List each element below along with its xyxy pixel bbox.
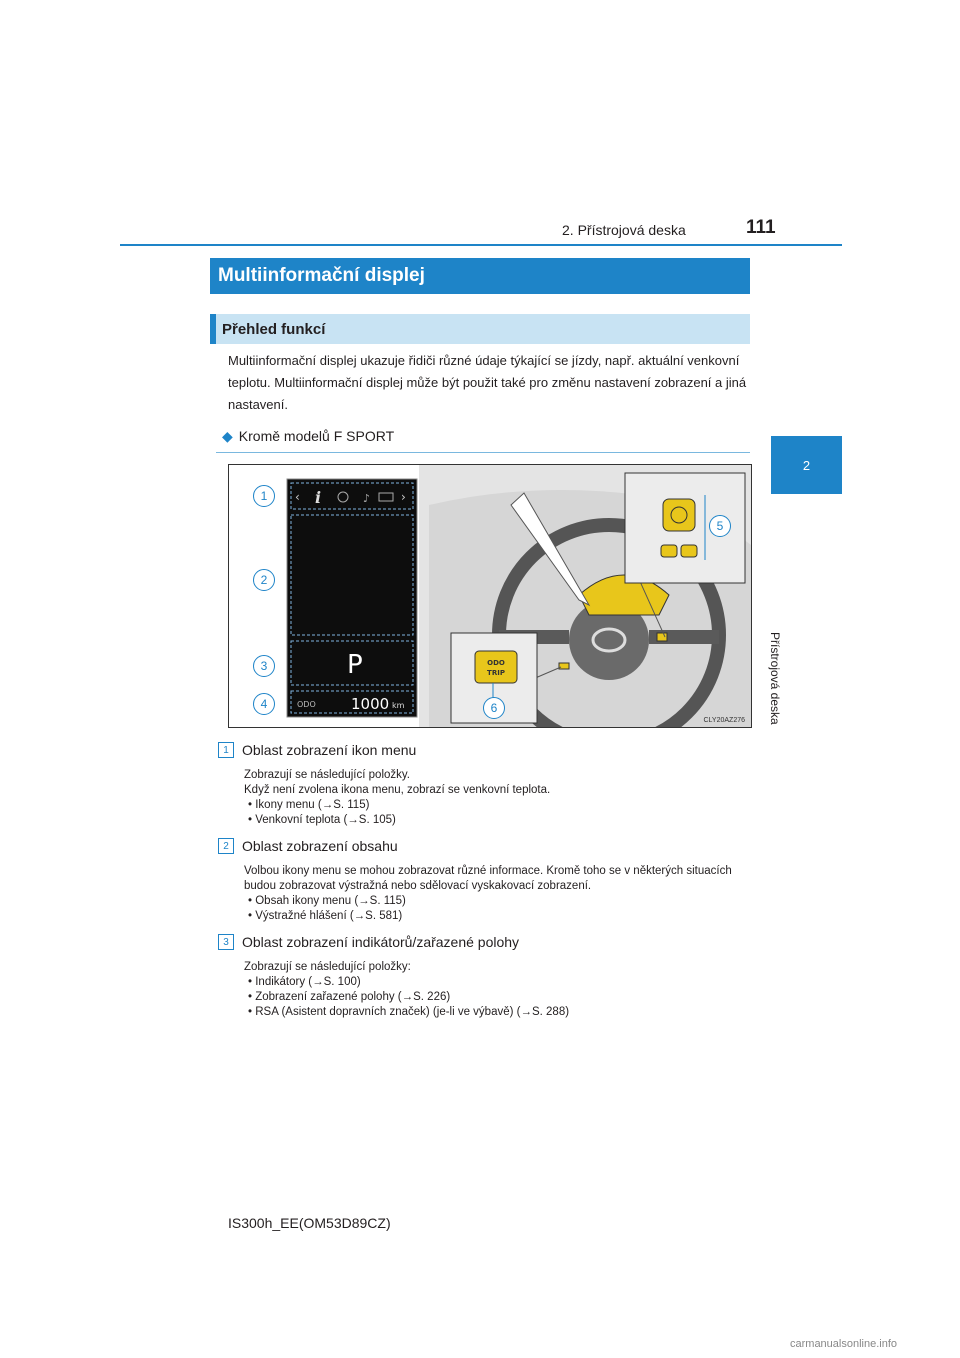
gear-position: P bbox=[347, 650, 363, 680]
item-3-text-1: Zobrazují se následující položky: bbox=[244, 961, 411, 973]
item-2-number: 2 bbox=[218, 838, 234, 854]
menu-left-arrow-icon: ‹ bbox=[295, 490, 300, 504]
chapter-tab bbox=[771, 436, 842, 494]
header-rule bbox=[120, 244, 842, 246]
callout-4: 4 bbox=[253, 693, 275, 715]
menu-right-arrow-icon: › bbox=[401, 490, 406, 504]
item-3-number: 3 bbox=[218, 934, 234, 950]
odo-label: ODO bbox=[297, 700, 316, 709]
figure-code: CLY20AZ276 bbox=[703, 717, 745, 724]
call-button bbox=[681, 545, 697, 557]
info-icon: i bbox=[315, 488, 322, 507]
chapter-number: 2 bbox=[802, 457, 811, 473]
item-2-bullet-1-text: Obsah ikony menu (→S. 115) bbox=[255, 895, 406, 907]
item-1-bullet-1: • Ikony menu (→S. 115) bbox=[248, 799, 370, 811]
item-2-bullet-2-text: Výstražné hlášení (→S. 581) bbox=[255, 910, 403, 922]
item-2-bullet-2: • Výstražné hlášení (→S. 581) bbox=[248, 910, 403, 922]
item-1-text-1: Zobrazují se následující položky. bbox=[244, 769, 410, 781]
item-3-bullet-2: • Zobrazení zařazené polohy (→S. 226) bbox=[248, 991, 451, 1003]
item-1-title: Oblast zobrazení ikon menu bbox=[242, 742, 417, 758]
callout-2: 2 bbox=[253, 569, 275, 591]
switch-highlight-left bbox=[559, 663, 569, 669]
item-2-description bbox=[244, 864, 754, 924]
odo-value: 1000 bbox=[351, 695, 390, 713]
item-2-text-1: Volbou ikony menu se mohou zobrazovat různé informace. Kromě toho se v některých situacích budou zobrazovat výstražná nebo sdělovací vyskakovací zobrazení. bbox=[244, 865, 732, 892]
item-1-description bbox=[244, 768, 754, 828]
variant-heading bbox=[222, 428, 394, 445]
variant-heading-text: Kromě modelů F SPORT bbox=[238, 428, 395, 444]
callout-5: 5 bbox=[709, 515, 731, 537]
item-1-bullet-2: • Venkovní teplota (→S. 105) bbox=[248, 814, 396, 826]
item-3-bullet-1-text: Indikátory (→S. 100) bbox=[255, 976, 361, 988]
item-2-bullet-1: • Obsah ikony menu (→S. 115) bbox=[248, 895, 406, 907]
item-2-heading bbox=[218, 838, 398, 854]
page-title-text: Multiinformační displej bbox=[218, 265, 425, 286]
odo-trip-button bbox=[475, 651, 517, 683]
page-title bbox=[210, 258, 750, 294]
subsection-title bbox=[210, 314, 750, 344]
odo-unit: km bbox=[392, 701, 405, 710]
document-code: IS300h_EE(OM53D89CZ) bbox=[228, 1215, 391, 1231]
switch-highlight-right bbox=[657, 633, 667, 641]
item-2-title: Oblast zobrazení obsahu bbox=[242, 838, 398, 854]
audio-icon: ♪ bbox=[363, 492, 371, 505]
item-3-description bbox=[244, 960, 754, 1020]
dashboard-figure bbox=[228, 464, 752, 728]
item-3-bullet-1: • Indikátory (→S. 100) bbox=[248, 976, 361, 988]
diamond-icon: ◆ bbox=[222, 428, 233, 444]
page-number: 111 bbox=[746, 217, 776, 238]
intro-paragraph: Multiinformační displej ukazuje řidiči různé údaje týkající se jízdy, např. aktuální venkovní teplotu. Multiinformační displej může být použit také pro změnu nastavení zobrazení a jiná nastavení. bbox=[228, 353, 747, 412]
item-1-text-2: Když není zvolena ikona menu, zobrazí se venkovní teplota. bbox=[244, 784, 551, 796]
item-3-bullet-3: • RSA (Asistent dopravních značek) (je-li ve výbavě) (→S. 288) bbox=[248, 1006, 570, 1018]
item-3-bullet-2-text: Zobrazení zařazené polohy (→S. 226) bbox=[255, 991, 451, 1003]
odo-button-line1: ODO bbox=[487, 659, 505, 667]
four-way-switch bbox=[663, 499, 695, 531]
chapter-label: Přístrojová deska bbox=[768, 632, 782, 725]
callout-6: 6 bbox=[483, 697, 505, 719]
subsection-title-text: Přehled funkcí bbox=[222, 320, 326, 338]
section-header: 2. Přístrojová deska bbox=[562, 222, 686, 238]
item-3-bullet-3-text: RSA (Asistent dopravních značek) (je-li ve výbavě) (→S. 288) bbox=[255, 1006, 570, 1018]
item-3-title: Oblast zobrazení indikátorů/zařazené polohy bbox=[242, 934, 520, 950]
odo-button-line2: TRIP bbox=[487, 669, 505, 677]
callout-1: 1 bbox=[253, 485, 275, 507]
back-button bbox=[661, 545, 677, 557]
callout-3: 3 bbox=[253, 655, 275, 677]
dashboard-illustration bbox=[229, 465, 751, 727]
item-1-bullet-2-text: Venkovní teplota (→S. 105) bbox=[255, 814, 396, 826]
item-3-heading bbox=[218, 934, 519, 950]
watermark: carmanualsonline.info bbox=[790, 1338, 898, 1350]
item-1-bullet-1-text: Ikony menu (→S. 115) bbox=[255, 799, 370, 811]
variant-rule bbox=[216, 452, 750, 453]
item-1-number: 1 bbox=[218, 742, 234, 758]
item-1-heading bbox=[218, 742, 416, 758]
